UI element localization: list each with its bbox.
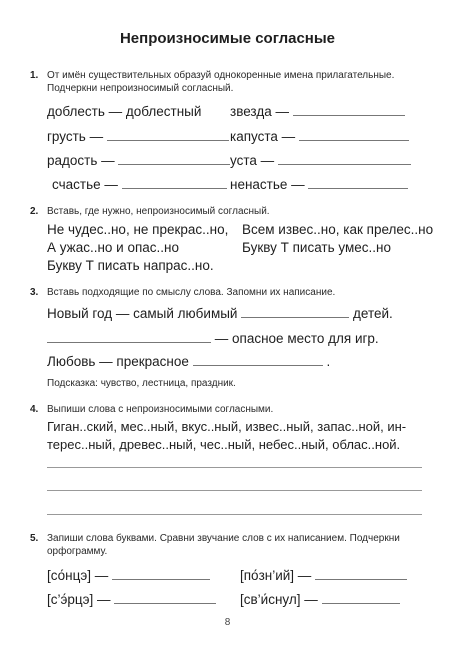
ex1-left-2: грусть — bbox=[47, 129, 229, 144]
ex4-line-1: Гиган..ский, мес..ный, вкус..ный, извес..ный, запас..ной, ин- bbox=[47, 419, 407, 434]
answer-line[interactable] bbox=[112, 568, 210, 580]
answer-line[interactable] bbox=[47, 331, 211, 343]
writing-line[interactable] bbox=[47, 490, 422, 491]
ex3-line-3: Любовь — прекрасное . bbox=[47, 354, 331, 369]
page-number: 8 bbox=[224, 617, 231, 628]
ex3-line-2: — опасное место для игр. bbox=[47, 331, 379, 346]
answer-line[interactable] bbox=[107, 129, 229, 141]
ex1-right-3: уста — bbox=[230, 153, 411, 168]
answer-line[interactable] bbox=[315, 568, 407, 580]
ex5-number: 5. bbox=[30, 533, 39, 544]
answer-line[interactable] bbox=[114, 592, 216, 604]
ex2-number: 2. bbox=[30, 206, 39, 217]
ex2-left-2: А ужас..но и опас..но bbox=[47, 240, 179, 255]
ex5-right-2: [св’и́снул] — bbox=[240, 592, 400, 607]
ex2-left-1: Не чудес..но, не прекрас..но, bbox=[47, 222, 229, 237]
ex1-left-1: доблесть — доблестный bbox=[47, 104, 202, 119]
ex4-line-2: терес..ный, древес..ный, чес..ный, небес..ный, облас..ной. bbox=[47, 437, 401, 452]
ex1-right-1: звезда — bbox=[230, 104, 405, 119]
answer-line[interactable] bbox=[308, 177, 408, 189]
ex5-right-1: [по́зн’ий] — bbox=[240, 568, 407, 583]
ex1-right-4: ненастье — bbox=[230, 177, 408, 192]
answer-line[interactable] bbox=[193, 354, 323, 366]
answer-line[interactable] bbox=[299, 129, 409, 141]
ex3-hint: Подсказка: чувство, лестница, праздник. bbox=[47, 378, 236, 389]
ex5-left-1: [со́нцэ] — bbox=[47, 568, 210, 583]
ex5-instruction: Запиши слова буквами. Сравни звучание слов с их написанием. Подчеркни орфограмму. bbox=[47, 533, 400, 557]
ex3-number: 3. bbox=[30, 287, 39, 298]
ex2-left-3: Букву Т писать напрас..но. bbox=[47, 258, 214, 273]
ex1-instruction: От имён существительных образуй однокоренные имена прилагательные. Подчеркни непроизносимый согласный. bbox=[47, 70, 395, 94]
ex3-instruction: Вставь подходящие по смыслу слова. Запомни их написание. bbox=[47, 287, 336, 298]
ex1-right-2: капуста — bbox=[230, 129, 409, 144]
answer-line[interactable] bbox=[118, 153, 230, 165]
ex5-left-2: [с’э́рцэ] — bbox=[47, 592, 216, 607]
ex2-instruction: Вставь, где нужно, непроизносимый согласный. bbox=[47, 206, 270, 217]
answer-line[interactable] bbox=[122, 177, 227, 189]
answer-line[interactable] bbox=[241, 306, 349, 318]
ex2-right-2: Букву Т писать умес..но bbox=[242, 240, 391, 255]
writing-line[interactable] bbox=[47, 467, 422, 468]
ex4-instruction: Выпиши слова с непроизносимыми согласными. bbox=[47, 404, 274, 415]
ex3-line-1: Новый год — самый любимый детей. bbox=[47, 306, 393, 321]
answer-line[interactable] bbox=[293, 104, 405, 116]
ex4-number: 4. bbox=[30, 404, 39, 415]
answer-line[interactable] bbox=[278, 153, 411, 165]
answer-line[interactable] bbox=[322, 592, 400, 604]
ex1-left-4: счастье — bbox=[52, 177, 227, 192]
writing-line[interactable] bbox=[47, 514, 422, 515]
ex2-right-1: Всем извес..но, как прелес..но bbox=[242, 222, 434, 237]
page-title: Непроизносимые согласные bbox=[119, 30, 336, 47]
ex1-number: 1. bbox=[30, 70, 39, 81]
ex1-left-3: радость — bbox=[47, 153, 230, 168]
